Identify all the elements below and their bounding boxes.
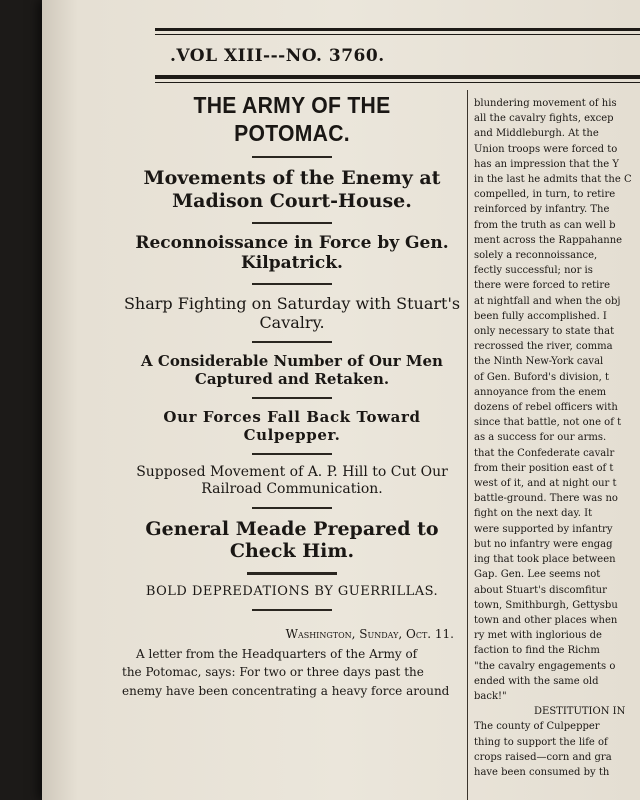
body-line: west of it, and at night our t xyxy=(474,478,617,490)
body-line: ended with the same old xyxy=(474,675,599,687)
body-line: all the cavalry fights, excep xyxy=(474,113,614,125)
body-line: and Middleburgh. At the xyxy=(474,128,599,140)
subheadline: Our Forces Fall Back Toward Culpepper. xyxy=(163,407,421,444)
body-line: ing that took place between xyxy=(474,554,616,566)
body-line: ry met with inglorious de xyxy=(474,630,602,642)
body-line: fectly successful; nor is xyxy=(474,265,593,277)
body-line: town, Smithburgh, Gettysbu xyxy=(474,599,618,611)
body-line: at nightfall and when the obj xyxy=(474,295,621,307)
headline-separator xyxy=(252,156,332,158)
body-line: A letter from the Headquarters of the Army of xyxy=(136,646,418,661)
column-divider xyxy=(467,90,468,800)
headline-separator xyxy=(252,222,332,224)
volume-number: .VOL XIII---NO. 3760. xyxy=(170,46,385,66)
body-line: blundering movement of his xyxy=(474,98,617,109)
subheadline: Movements of the Enemy at Madison Court-House. xyxy=(143,167,441,212)
headline-separator xyxy=(252,507,332,509)
body-line: as a success for our arms. xyxy=(474,432,607,444)
body-line: only necessary to state that xyxy=(474,326,615,338)
left-column xyxy=(122,92,462,701)
body-line: "the cavalry engagements o xyxy=(474,660,616,672)
headline-separator xyxy=(247,572,337,575)
body-line: since that battle, not one of t xyxy=(474,417,622,429)
body-line: enemy have been concentrating a heavy force around xyxy=(122,683,450,698)
body-line: that the Confederate cavalr xyxy=(474,447,615,459)
body-line: ment across the Rappahanne xyxy=(474,234,623,246)
body-line: were supported by infantry xyxy=(474,523,613,535)
body-line: faction to find the Richm xyxy=(474,645,600,657)
body-line: have been consumed by th xyxy=(474,766,610,778)
subheadline: BOLD DEPREDATIONS BY GUERRILLAS. xyxy=(145,584,439,600)
subheadline: A Considerable Number of Our Men Captured and Retaken. xyxy=(141,351,443,388)
body-line: dozens of rebel officers with xyxy=(474,402,618,414)
body-line: in the last he admits that the C xyxy=(474,174,632,186)
body-line: solely a reconnoissance, xyxy=(474,250,598,262)
body-line: annoyance from the enem xyxy=(474,386,607,398)
body-line: of Gen. Buford's division, t xyxy=(474,371,609,383)
body-line: The county of Culpepper xyxy=(474,721,600,733)
masthead-rule-thin xyxy=(155,82,640,83)
body-line: reinforced by infantry. The xyxy=(474,204,610,216)
body-line: the Ninth New-York caval xyxy=(474,356,604,368)
subheadline: Supposed Movement of A. P. Hill to Cut Our Railroad Communication. xyxy=(136,463,448,497)
top-rule xyxy=(155,28,640,31)
right-column xyxy=(474,96,640,780)
subheadline: Reconnoissance in Force by Gen. Kilpatrick. xyxy=(135,232,449,274)
body-line: from the truth as can well b xyxy=(474,219,616,231)
section-heading: DESTITUTION IN xyxy=(534,706,626,718)
body-line: compelled, in turn, to retire xyxy=(474,189,616,201)
body-line: fight on the next day. It xyxy=(474,508,593,520)
main-headline: THE ARMY OF THE POTOMAC. xyxy=(193,92,391,146)
headline-separator xyxy=(252,397,332,399)
body-line: battle-ground. There was no xyxy=(474,493,618,505)
top-rule-thin xyxy=(155,34,640,35)
body-line: crops raised—corn and gra xyxy=(474,751,612,763)
body-line: thing to support the life of xyxy=(474,736,608,748)
headline-separator xyxy=(252,283,332,285)
headline-separator xyxy=(252,453,332,455)
body-line: Gap. Gen. Lee seems not xyxy=(474,569,601,581)
body-line: been fully accomplished. I xyxy=(474,310,607,322)
body-line: about Stuart's discomfitur xyxy=(474,584,607,596)
subheadline: Sharp Fighting on Saturday with Stuart's Cavalry. xyxy=(123,293,461,332)
body-line: the Potomac, says: For two or three days past the xyxy=(122,665,424,680)
headline-separator xyxy=(252,609,332,611)
dateline: Washington, Sunday, Oct. 11. xyxy=(285,626,454,641)
body-line: town and other places when xyxy=(474,614,618,626)
body-line: from their position east of t xyxy=(474,462,614,474)
subheadline: General Meade Prepared to Check Him. xyxy=(145,517,439,563)
body-line: back!" xyxy=(474,690,507,702)
body-line: but no infantry were engag xyxy=(474,538,613,550)
body-line: recrossed the river, comma xyxy=(474,341,613,353)
body-line: there were forced to retire xyxy=(474,280,611,292)
headline-separator xyxy=(252,341,332,343)
body-line: has an impression that the Y xyxy=(474,158,619,170)
body-line: Union troops were forced to xyxy=(474,143,618,155)
masthead-rule xyxy=(155,75,640,79)
article-body xyxy=(122,645,462,701)
